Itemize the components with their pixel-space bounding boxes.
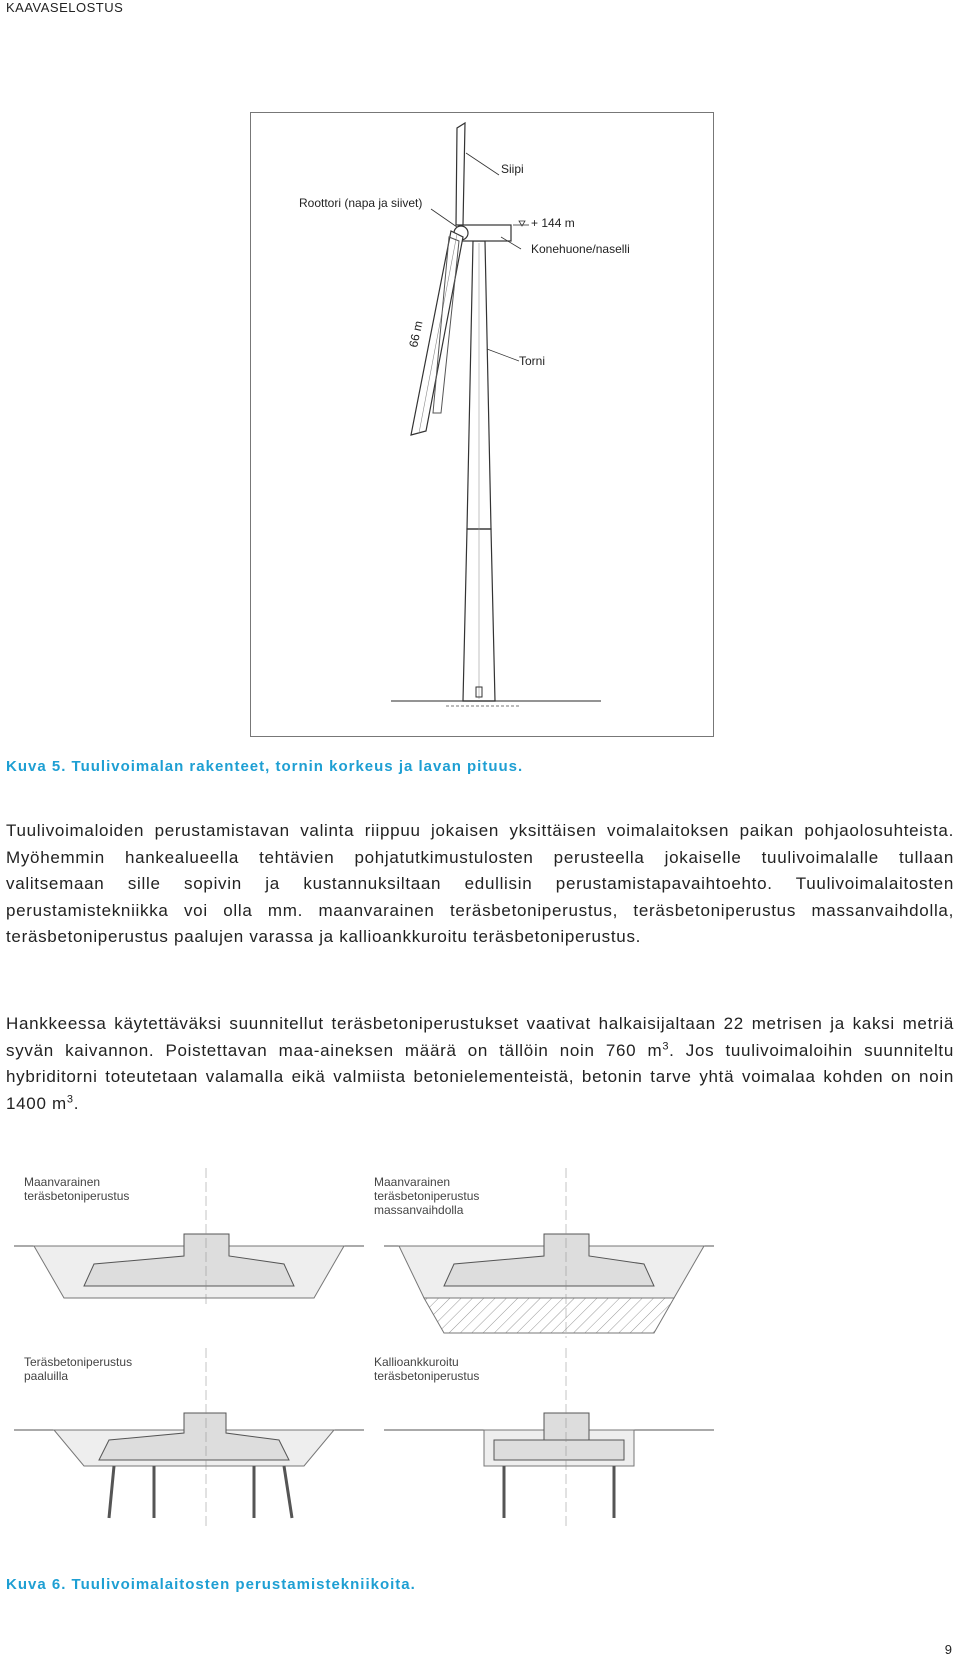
panel-mass-replacement-foundation bbox=[374, 1168, 714, 1338]
paragraph-2 bbox=[6, 1011, 954, 1117]
svg-text:paaluilla: paaluilla bbox=[24, 1369, 69, 1383]
replacement-fill bbox=[424, 1298, 674, 1333]
svg-text:teräsbetoniperustus: teräsbetoniperustus bbox=[24, 1189, 130, 1203]
panel-rock-anchored-foundation bbox=[374, 1348, 714, 1528]
svg-text:Maanvarainen: Maanvarainen bbox=[374, 1175, 451, 1189]
panel-shallow-foundation bbox=[14, 1168, 364, 1308]
label-tower: Torni bbox=[519, 354, 546, 368]
figure-caption-6: Kuva 6. Tuulivoimalaitosten perustamistekniikoita. bbox=[6, 1576, 416, 1593]
paragraph-2-text: Hankkeessa käytettäväksi suunnitellut teräsbetoniperustukset vaativat halkaisijaltaan 22 metrisen ja kaksi metriä syvän kaivannon. Poistettavan maa-aineksen määrä on tällöin noin 760 $m^3$. Jos tuulivoimaloihin suunniteltu hybriditorni toteutetaan valamalla eikä valmiista betonielementeistä, betonin tarve yhtä voimalaa kohden on noin 1400 $m^3$. bbox=[6, 1014, 954, 1113]
foundation-figure bbox=[14, 1168, 744, 1543]
paragraph-1-text: Tuulivoimaloiden perustamistavan valinta riippuu jokaisen yksittäisen voimalaitoksen paikan pohjaolosuhteista. Myöhemmin hankealueella tehtävien pohjatutkimustulosten perusteella jokaiselle tuulivoimalalle tullaan valitsemaan sille sopivin ja kustannuksiltaan edullisin perustamistapavaihtoehto. Tuulivoimalaitosten perustamistekniikka voi olla mm. maanvarainen teräsbetoniperustus, teräsbetoniperustus massanvaihdolla, teräsbetoniperustus paalujen varassa ja kallioankkuroitu teräsbetoniperustus. bbox=[6, 821, 954, 946]
paragraph-1 bbox=[6, 818, 954, 951]
label-rotor: Roottori (napa ja siivet) bbox=[299, 196, 423, 210]
panel-pile-foundation bbox=[14, 1348, 364, 1528]
document-header: KAAVASELOSTUS bbox=[6, 0, 124, 15]
svg-text:massanvaihdolla: massanvaihdolla bbox=[374, 1203, 464, 1217]
figure-caption-5: Kuva 5. Tuulivoimalan rakenteet, tornin korkeus ja lavan pituus. bbox=[6, 758, 524, 775]
wind-turbine-drawing bbox=[251, 113, 713, 736]
pile bbox=[109, 1466, 114, 1518]
blade-up bbox=[456, 123, 465, 225]
foundation-drawing bbox=[14, 1168, 744, 1543]
pile bbox=[284, 1466, 292, 1518]
svg-text:Teräsbetoniperustus: Teräsbetoniperustus bbox=[24, 1355, 133, 1369]
label-height: + 144 m bbox=[531, 216, 575, 230]
rock-slab bbox=[494, 1440, 624, 1460]
label-blade: Siipi bbox=[501, 162, 524, 176]
label-blade-length: 66 m bbox=[406, 319, 426, 349]
label-nacelle: Konehuone/naselli bbox=[531, 242, 630, 256]
svg-text:Maanvarainen: Maanvarainen bbox=[24, 1175, 101, 1189]
svg-text:teräsbetoniperustus: teräsbetoniperustus bbox=[374, 1189, 480, 1203]
wind-turbine-figure bbox=[250, 112, 714, 737]
svg-text:teräsbetoniperustus: teräsbetoniperustus bbox=[374, 1369, 480, 1383]
svg-text:Kallioankkuroitu: Kallioankkuroitu bbox=[374, 1355, 459, 1369]
page-number: 9 bbox=[944, 1642, 952, 1657]
